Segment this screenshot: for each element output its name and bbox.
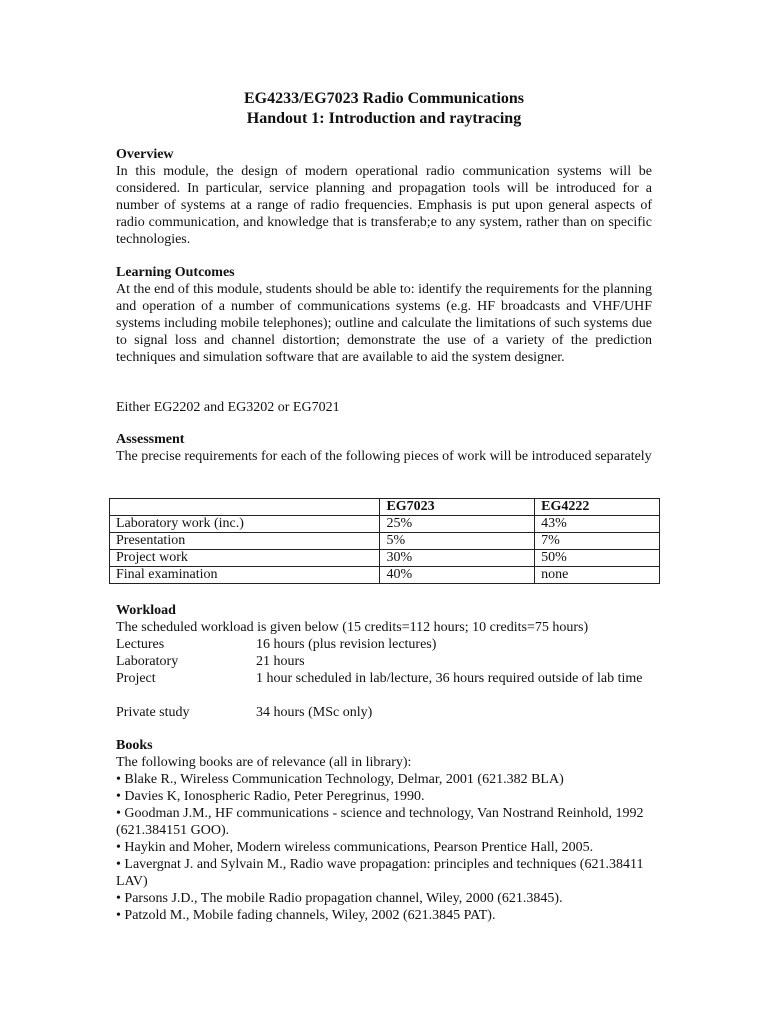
table-header-cell: EG4222 <box>535 499 660 516</box>
table-row <box>110 567 660 584</box>
table-header-cell <box>110 499 380 516</box>
table-header-row <box>110 499 660 516</box>
workload-label: Laboratory <box>116 654 179 669</box>
workload-label: Private study <box>116 705 190 720</box>
table-cell: 25% <box>380 516 535 533</box>
table-cell: Laboratory work (inc.) <box>110 516 380 533</box>
book-list-item: • Patzold M., Mobile fading channels, Wiley, 2002 (621.3845 PAT). <box>116 908 496 923</box>
books-intro: The following books are of relevance (all in library): <box>116 755 412 770</box>
table-cell: 50% <box>535 550 660 567</box>
document-subtitle: Handout 1: Introduction and raytracing <box>246 110 522 127</box>
assessment-heading: Assessment <box>116 432 185 447</box>
table-row <box>110 516 660 533</box>
table-cell: none <box>535 567 660 584</box>
table-cell: Final examination <box>110 567 380 584</box>
workload-heading: Workload <box>116 603 176 618</box>
overview-heading: Overview <box>116 147 174 162</box>
book-list-item: • Blake R., Wireless Communication Technology, Delmar, 2001 (621.382 BLA) <box>116 772 564 787</box>
table-row <box>110 533 660 550</box>
prerequisites-text: Either EG2202 and EG3202 or EG7021 <box>116 400 340 415</box>
book-list-item: • Davies K, Ionospheric Radio, Peter Peregrinus, 1990. <box>116 789 425 804</box>
table-cell: 43% <box>535 516 660 533</box>
book-list-item: • Parsons J.D., The mobile Radio propagation channel, Wiley, 2000 (621.3845). <box>116 891 563 906</box>
workload-label: Lectures <box>116 637 165 652</box>
book-list-item: • Lavergnat J. and Sylvain M., Radio wave propagation: principles and techniques (621.38411 LAV) <box>116 857 644 889</box>
learning-outcomes-paragraph: At the end of this module, students should be able to: identify the requirements for the planning and operation of a number of communications systems (e.g. HF broadcasts and VHF/UHF systems including mobile telephones); outline and calculate the limitations of such systems due to signal loss and channel distortion; demonstrate the use of a variety of the prediction techniques and simulation software that are available to aid the system designer. <box>116 282 652 365</box>
workload-value: 1 hour scheduled in lab/lecture, 36 hours required outside of lab time <box>256 671 643 686</box>
document-title: EG4233/EG7023 Radio Communications <box>243 90 525 107</box>
table-cell: 7% <box>535 533 660 550</box>
learning-outcomes-heading: Learning Outcomes <box>116 265 235 280</box>
workload-value: 21 hours <box>256 654 305 669</box>
overview-paragraph: In this module, the design of modern operational radio communication systems will be considered. In particular, service planning and propagation tools will be introduced for a number of systems at a range of radio frequencies. Emphasis is put upon general aspects of radio communication, and knowledge that is transferab;e to any system, rather than on specific technologies. <box>116 164 652 247</box>
book-list-item: • Haykin and Moher, Modern wireless communications, Pearson Prentice Hall, 2005. <box>116 840 594 855</box>
book-list-item: • Goodman J.M., HF communications - science and technology, Van Nostrand Reinhold, 1992 (621.384151 GOO). <box>116 806 644 838</box>
table-cell: Presentation <box>110 533 380 550</box>
table-cell: Project work <box>110 550 380 567</box>
table-row <box>110 550 660 567</box>
assessment-table <box>109 498 660 584</box>
table-cell: 30% <box>380 550 535 567</box>
workload-value: 34 hours (MSc only) <box>256 705 373 720</box>
table-cell: 40% <box>380 567 535 584</box>
workload-label: Project <box>116 671 156 686</box>
books-heading: Books <box>116 738 153 753</box>
table-header-cell: EG7023 <box>380 499 535 516</box>
assessment-paragraph: The precise requirements for each of the following pieces of work will be introduced separately <box>116 449 652 464</box>
table-cell: 5% <box>380 533 535 550</box>
workload-intro: The scheduled workload is given below (15 credits=112 hours; 10 credits=75 hours) <box>116 620 589 635</box>
workload-value: 16 hours (plus revision lectures) <box>256 637 437 652</box>
